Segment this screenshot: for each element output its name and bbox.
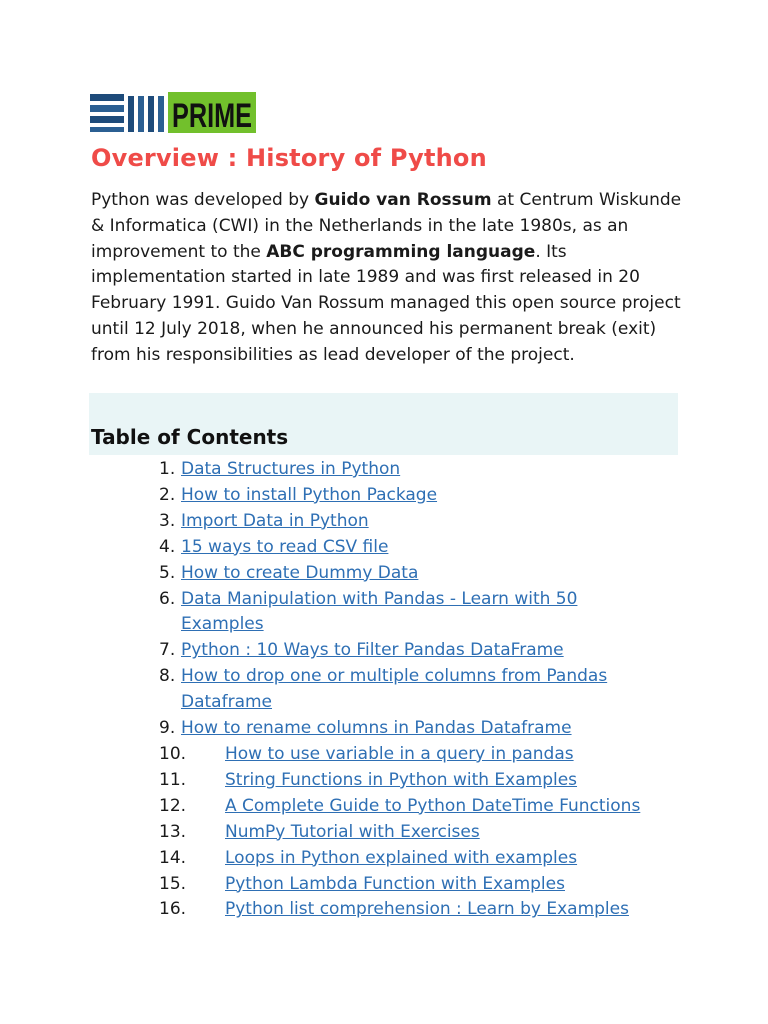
toc-link-label: A Complete Guide to Python DateTime Functions	[225, 795, 641, 816]
intro-text-3: . Its implementation started in late 1989 and was first released in 20 February 1991. Guido Van Rossum managed this open source project until 12 July 2018, when he announced his permanent break (exit) from his responsibilities as lead developer of the project.	[91, 241, 681, 365]
toc-link-label: Python Lambda Function with Examples	[225, 873, 565, 894]
logo-text: PRIME	[172, 97, 252, 135]
toc-link[interactable]: 15 ways to read CSV file	[181, 536, 389, 557]
toc-link[interactable]	[181, 744, 574, 764]
toc-item	[0, 716, 768, 742]
toc-number: 15.	[159, 873, 187, 894]
toc-item	[0, 638, 768, 664]
toc-link[interactable]	[181, 848, 577, 868]
toc-item	[0, 794, 768, 820]
intro-bold-author: Guido van Rossum	[314, 190, 492, 210]
toc-item	[0, 535, 768, 561]
toc-number: 9.	[159, 718, 176, 739]
toc-link[interactable]: Data Structures in Python	[181, 459, 401, 479]
toc-link[interactable]	[181, 770, 577, 790]
toc-number: 10.	[159, 743, 187, 764]
toc-link[interactable]	[181, 822, 480, 842]
toc-link[interactable]: Python : 10 Ways to Filter Pandas DataFrame	[181, 640, 564, 661]
toc-number: 13.	[159, 821, 187, 842]
toc-item	[0, 768, 768, 794]
toc-link-label: NumPy Tutorial with Exercises	[225, 821, 480, 842]
intro-paragraph	[91, 188, 683, 369]
toc-link[interactable]: How to rename columns in Pandas Dataframe	[181, 718, 572, 739]
intro-bold-abc: ABC programming language	[266, 241, 536, 262]
toc-number: 14.	[159, 847, 187, 868]
toc-item	[0, 664, 768, 716]
toc-link[interactable]: How to install Python Package	[181, 484, 438, 505]
toc-item	[0, 483, 768, 509]
toc-link[interactable]	[181, 899, 629, 919]
toc-number: 7.	[159, 640, 176, 661]
toc-item	[0, 820, 768, 846]
toc-link-label: String Functions in Python with Examples	[225, 769, 578, 790]
toc-link[interactable]	[181, 874, 565, 894]
toc-link[interactable]: How to create Dummy Data	[181, 562, 419, 583]
prime-logo	[90, 92, 256, 133]
toc-item	[0, 561, 768, 587]
toc-item	[0, 872, 768, 898]
toc-item	[0, 897, 768, 923]
intro-text-2: at Centrum Wiskunde & Informatica (CWI) in the Netherlands in the late 1980s, as an improvement to the	[91, 190, 682, 262]
toc-number: 1.	[159, 459, 176, 479]
toc-link-label: How to use variable in a query in pandas	[225, 743, 574, 764]
toc-item	[0, 846, 768, 872]
toc-number: 8.	[159, 666, 176, 687]
intro-text-1: Python was developed by	[91, 190, 315, 210]
toc-list	[0, 457, 768, 923]
page-title: Overview : History of Python	[91, 144, 487, 172]
toc-number: 11.	[159, 769, 187, 790]
toc-link[interactable]: How to drop one or multiple columns from Pandas Dataframe	[181, 666, 608, 713]
toc-number: 16.	[159, 899, 187, 920]
toc-link-label: Python list comprehension : Learn by Examples	[225, 899, 629, 920]
toc-item	[0, 587, 768, 639]
toc-number: 3.	[159, 510, 176, 531]
toc-number: 6.	[159, 588, 176, 609]
toc-link[interactable]: Data Manipulation with Pandas - Learn with 50 Examples	[181, 588, 578, 635]
toc-item	[0, 509, 768, 535]
toc-number: 12.	[159, 795, 187, 816]
toc-link[interactable]	[181, 796, 640, 816]
toc-title: Table of Contents	[91, 425, 289, 449]
toc-link-label: Loops in Python explained with examples	[225, 847, 578, 868]
toc-item	[0, 457, 768, 483]
toc-link[interactable]: Import Data in Python	[181, 510, 369, 531]
toc-number: 2.	[159, 484, 176, 505]
toc-number: 4.	[159, 536, 176, 557]
toc-number: 5.	[159, 562, 176, 583]
toc-item	[0, 742, 768, 768]
